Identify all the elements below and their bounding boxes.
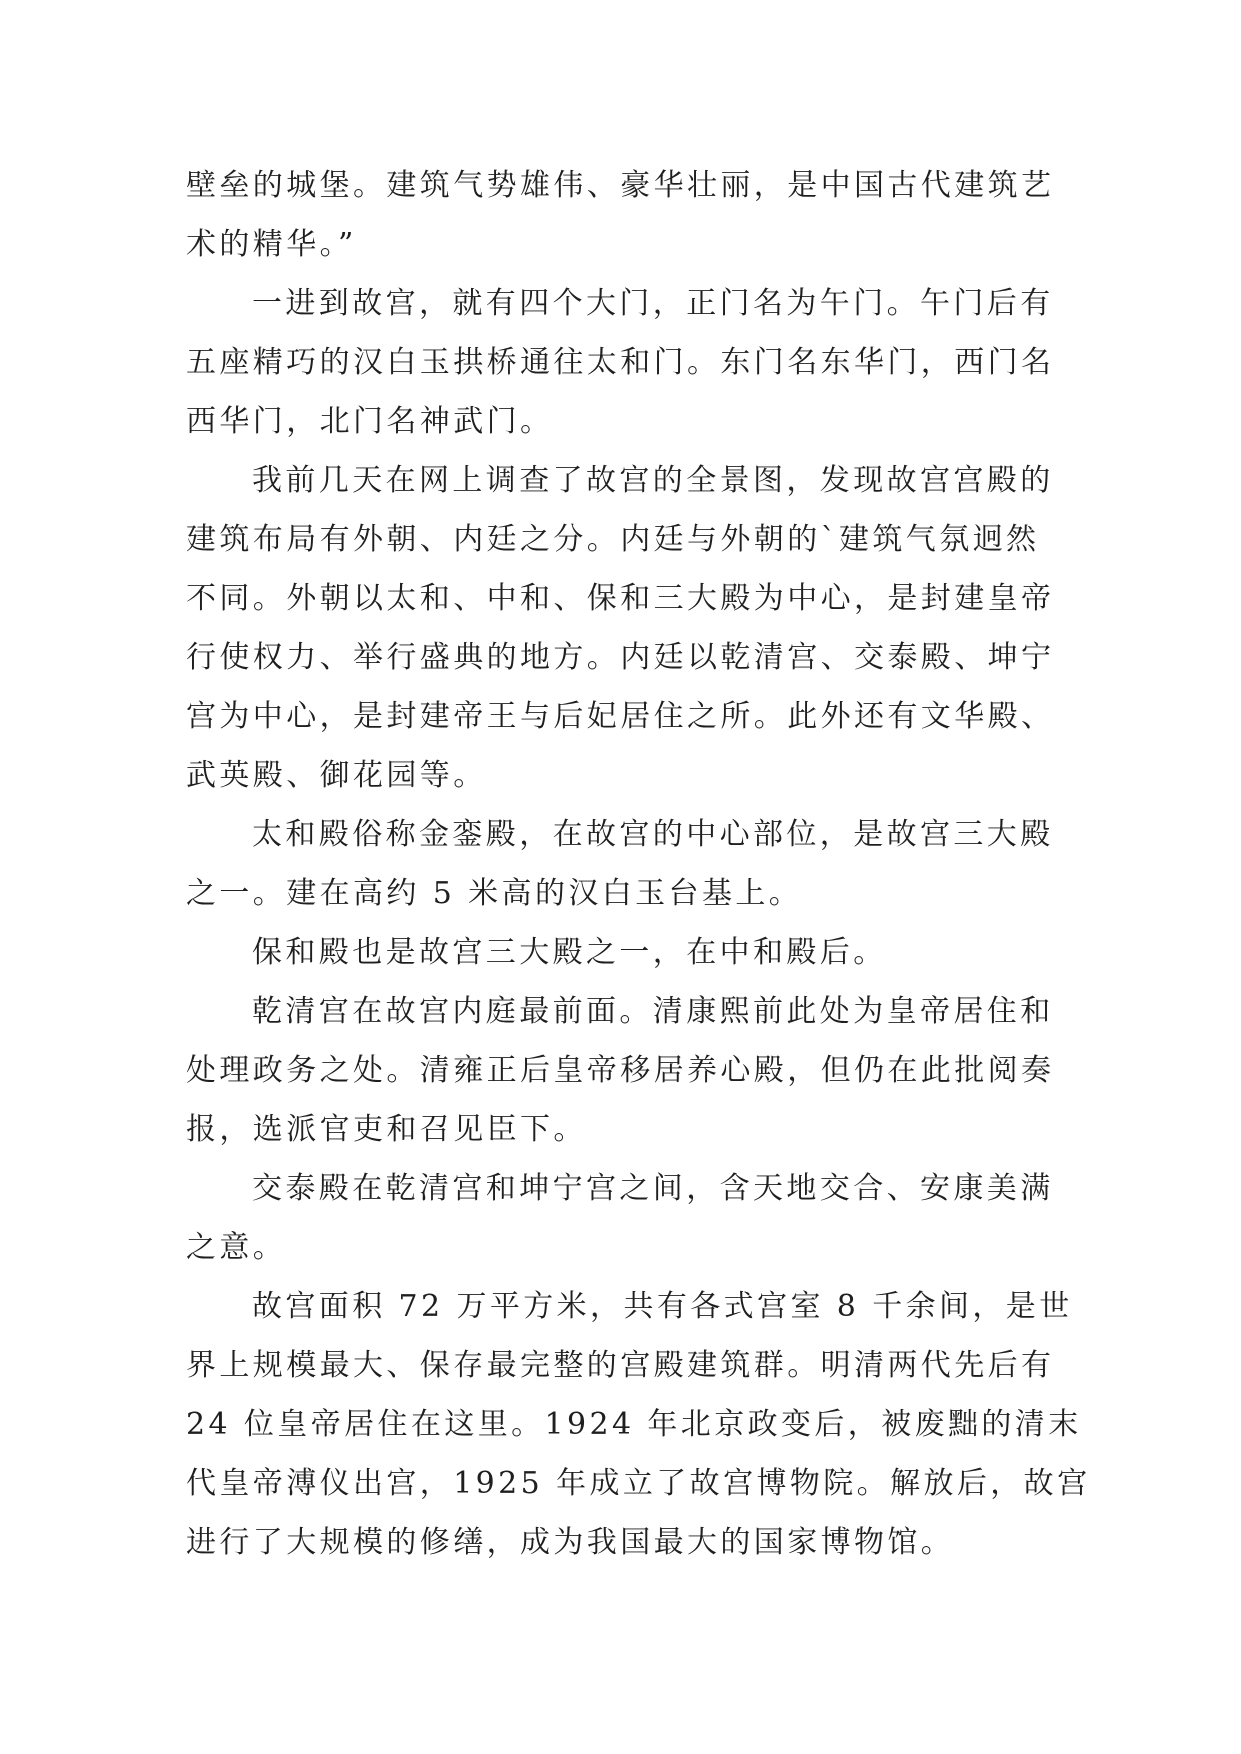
text-line: 行使权力、举行盛典的地方。内廷以乾清宫、交泰殿、坤宁 <box>186 640 1055 675</box>
paragraph <box>186 982 1066 1159</box>
paragraph <box>186 923 1066 982</box>
paragraph <box>186 1277 1091 1572</box>
text-line: 之意。 <box>186 1230 287 1265</box>
text-line: 代皇帝溥仪出宫，1925 年成立了故宫博物院。解放后，故宫 <box>186 1466 1091 1501</box>
text-line: 保和殿也是故宫三大殿之一，在中和殿后。 <box>252 935 887 970</box>
text-line: 建筑布局有外朝、内廷之分。内廷与外朝的`建筑气氛迥然 <box>186 522 1040 557</box>
text-line: 故宫面积 72 万平方米，共有各式宫室 8 千余间，是世 <box>252 1289 1073 1324</box>
text-line: 壁垒的城堡。建筑气势雄伟、豪华壮丽，是中国古代建筑艺 <box>186 168 1055 203</box>
text-line: 处理政务之处。清雍正后皇帝移居养心殿，但仍在此批阅奏 <box>186 1053 1055 1088</box>
document-body <box>186 156 1091 1572</box>
text-line: 宫为中心，是封建帝王与后妃居住之所。此外还有文华殿、 <box>186 699 1055 734</box>
text-line: 我前几天在网上调查了故宫的全景图，发现故宫宫殿的 <box>252 463 1054 498</box>
text-line: 进行了大规模的修缮，成为我国最大的国家博物馆。 <box>186 1525 955 1560</box>
text-line: 武英殿、御花园等。 <box>186 758 487 793</box>
text-line: 西华门，北门名神武门。 <box>186 404 554 439</box>
text-line: 不同。外朝以太和、中和、保和三大殿为中心，是封建皇帝 <box>186 581 1055 616</box>
text-line: 术的精华。” <box>186 227 357 262</box>
text-line: 报，选派官吏和召见臣下。 <box>186 1112 587 1147</box>
paragraph <box>186 274 1066 451</box>
text-line: 之一。建在高约 5 米高的汉白玉台基上。 <box>186 876 803 911</box>
paragraph <box>186 156 1066 274</box>
paragraph <box>186 1159 1066 1277</box>
text-line: 一进到故宫，就有四个大门，正门名为午门。午门后有 <box>252 286 1054 321</box>
text-line: 界上规模最大、保存最完整的宫殿建筑群。明清两代先后有 <box>186 1348 1055 1383</box>
paragraph <box>186 451 1066 805</box>
text-line: 交泰殿在乾清宫和坤宁宫之间，含天地交合、安康美满 <box>252 1171 1054 1206</box>
text-line: 五座精巧的汉白玉拱桥通往太和门。东门名东华门，西门名 <box>186 345 1055 380</box>
text-line: 乾清宫在故宫内庭最前面。清康熙前此处为皇帝居住和 <box>252 994 1054 1029</box>
text-line: 太和殿俗称金銮殿，在故宫的中心部位，是故宫三大殿 <box>252 817 1054 852</box>
paragraph <box>186 805 1066 923</box>
text-line: 24 位皇帝居住在这里。1924 年北京政变后，被废黜的清末 <box>186 1407 1082 1442</box>
